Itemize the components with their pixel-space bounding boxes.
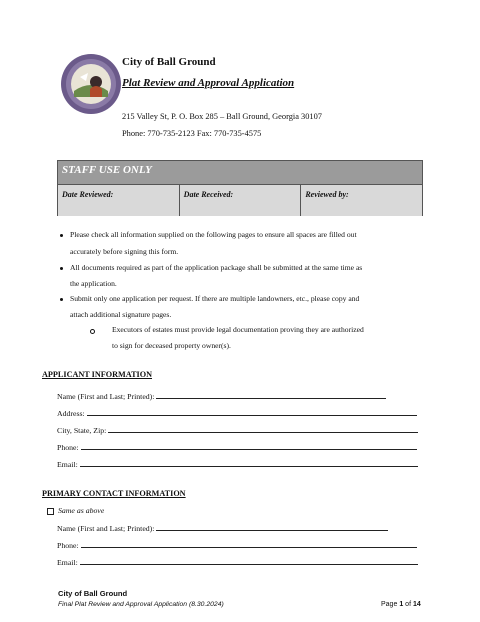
- bullet-icon: [60, 298, 63, 301]
- staff-use-title: STAFF USE ONLY: [58, 161, 422, 185]
- instruction-2-line-1: All documents required as part of the application package shall be submitted at the same time as: [70, 263, 363, 272]
- applicant-name-input[interactable]: [156, 390, 386, 399]
- same-as-above-option[interactable]: [47, 506, 104, 515]
- instruction-1-line-2: accurately before signing this form.: [70, 247, 179, 256]
- instruction-sub-line-1: Executors of estates must provide legal documentation proving they are authorized: [112, 325, 364, 334]
- applicant-city-input[interactable]: [108, 424, 418, 433]
- org-address: 215 Valley St, P. O. Box 285 – Ball Ground, Georgia 30107: [122, 112, 322, 121]
- sub-bullet-icon: [90, 329, 95, 334]
- contact-phone-input[interactable]: [81, 539, 417, 548]
- bullet-icon: [60, 234, 63, 237]
- form-title: Plat Review and Approval Application: [122, 77, 295, 89]
- instruction-3-line-1: Submit only one application per request. If there are multiple landowners, etc., please copy and: [70, 294, 360, 303]
- applicant-phone-label: Phone:: [57, 443, 79, 452]
- org-phone-fax: Phone: 770-735-2123 Fax: 770-735-4575: [122, 129, 262, 138]
- bullet-icon: [60, 267, 63, 270]
- instruction-3-line-2: attach additional signature pages.: [70, 310, 172, 319]
- instruction-sub-line-2: to sign for deceased property owner(s).: [112, 341, 231, 350]
- staff-use-table: [57, 160, 423, 216]
- contact-email-field[interactable]: [57, 556, 423, 567]
- applicant-name-label: Name (First and Last; Printed):: [57, 392, 155, 401]
- date-reviewed-cell[interactable]: Date Reviewed:: [58, 185, 180, 216]
- footer-doc-title: Final Plat Review and Approval Application (8.30.2024): [58, 601, 224, 608]
- date-received-cell[interactable]: Date Received:: [180, 185, 302, 216]
- contact-phone-label: Phone:: [57, 541, 79, 550]
- applicant-name-field[interactable]: [57, 390, 420, 401]
- contact-email-input[interactable]: [80, 556, 418, 565]
- page-total: 14: [412, 601, 421, 608]
- applicant-phone-input[interactable]: [81, 441, 417, 450]
- applicant-address-input[interactable]: [87, 407, 417, 416]
- org-name: City of Ball Ground: [122, 56, 216, 68]
- applicant-city-label: City, State, Zip:: [57, 426, 107, 435]
- reviewed-by-cell[interactable]: Reviewed by:: [305, 190, 349, 199]
- same-as-above-checkbox[interactable]: [47, 508, 54, 515]
- applicant-city-field[interactable]: [57, 424, 423, 435]
- applicant-email-field[interactable]: [57, 458, 423, 469]
- applicant-address-label: Address:: [57, 409, 85, 418]
- city-seal-logo: [60, 53, 122, 115]
- contact-name-input[interactable]: [156, 522, 388, 531]
- applicant-phone-field[interactable]: [57, 441, 423, 452]
- instruction-2-line-2: the application.: [70, 279, 117, 288]
- primary-contact-section-heading: PRIMARY CONTACT INFORMATION: [42, 489, 186, 498]
- same-as-above-label: Same as above: [58, 506, 105, 515]
- applicant-section-heading: APPLICANT INFORMATION: [42, 370, 153, 379]
- applicant-address-field[interactable]: [57, 407, 423, 418]
- applicant-email-label: Email:: [57, 460, 78, 469]
- footer-org-name: City of Ball Ground: [58, 589, 128, 598]
- footer-page-number: [381, 601, 421, 608]
- page-label: Page: [381, 601, 398, 608]
- contact-name-field[interactable]: [57, 522, 423, 533]
- instruction-1-line-1: Please check all information supplied on the following pages to ensure all spaces are filled out: [70, 230, 357, 239]
- applicant-email-input[interactable]: [80, 458, 418, 467]
- contact-phone-field[interactable]: [57, 539, 423, 550]
- page-of: of: [405, 601, 412, 608]
- page-current: 1: [399, 601, 404, 608]
- contact-name-label: Name (First and Last; Printed):: [57, 524, 155, 533]
- contact-email-label: Email:: [57, 558, 78, 567]
